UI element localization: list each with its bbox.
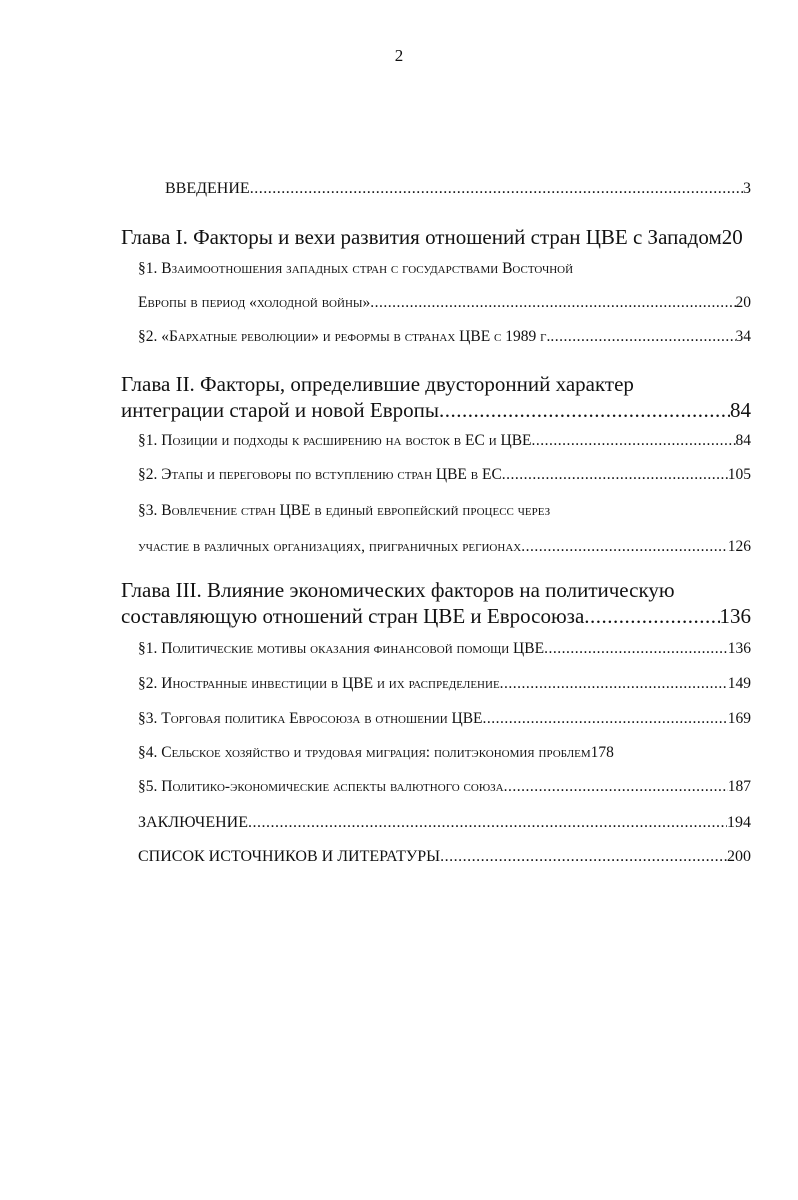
toc-entry-label: §4. Сельское хозяйство и трудовая миграция: политэкономия проблем	[138, 744, 591, 761]
toc-entry-label: §1. Политические мотивы оказания финансовой помощи ЦВЕ	[138, 640, 545, 657]
toc-leader-dots	[439, 398, 730, 423]
toc-chapter-2-line1[interactable]: Глава II. Факторы, определившие двусторонний характер	[121, 372, 634, 396]
toc-entry-conclusion[interactable]	[138, 814, 751, 832]
toc-page-number: 187	[727, 778, 751, 795]
toc-leader-dots	[250, 180, 743, 198]
toc-entry-label: Европы в период «холодной войны»	[138, 294, 371, 311]
toc-chapter-3[interactable]	[121, 604, 751, 629]
toc-leader-dots	[521, 538, 728, 556]
toc-entry-label: §1. Позиции и подходы к расширению на восток в ЕС и ЦВЕ	[138, 432, 532, 449]
toc-entry-label: §5. Политико-экономические аспекты валютного союза	[138, 778, 504, 795]
toc-page-number: 136	[719, 604, 751, 628]
toc-chapter-title: составляющую отношений стран ЦВЕ и Евросоюза	[121, 604, 585, 628]
toc-entry-ch2-sec1[interactable]	[138, 432, 751, 450]
toc-chapter-title: Глава I. Факторы и вехи развития отношений стран ЦВЕ с Западом	[121, 225, 722, 249]
toc-entry-label: ВВЕДЕНИЕ	[165, 180, 250, 197]
toc-entry-label: §2. Этапы и переговоры по вступлению стран ЦВЕ в ЕС	[138, 466, 502, 483]
toc-entry-sources[interactable]	[138, 848, 751, 866]
toc-leader-dots	[584, 604, 719, 629]
toc-entry-ch2-sec3-line1[interactable]: §3. Вовлечение стран ЦВЕ в единый европейский процесс через	[138, 502, 551, 519]
toc-entry-label: СПИСОК ИСТОЧНИКОВ И ЛИТЕРАТУРЫ	[138, 848, 441, 865]
toc-entry-ch3-sec1[interactable]	[138, 640, 751, 658]
toc-leader-dots	[532, 432, 736, 450]
toc-entry-ch3-sec4[interactable]	[138, 744, 614, 762]
toc-leader-dots	[544, 640, 728, 658]
toc-page-number: 126	[727, 538, 751, 555]
toc-page-number: 136	[727, 640, 751, 657]
toc-entry-label: §2. «Бархатные революции» и реформы в странах ЦВЕ с 1989 г.	[138, 328, 551, 345]
toc-page-number: 20	[735, 294, 751, 311]
toc-chapter-3-line1[interactable]: Глава III. Влияние экономических факторов на политическую	[121, 578, 675, 602]
toc-page-number: 84	[735, 432, 751, 449]
toc-page-number: 178	[590, 744, 614, 761]
toc-chapter-2[interactable]	[121, 398, 751, 423]
toc-entry-ch3-sec3[interactable]	[138, 710, 751, 728]
toc-page-number: 194	[727, 814, 751, 831]
toc-entry-ch2-sec3[interactable]	[138, 538, 751, 556]
toc-page-number: 169	[727, 710, 751, 727]
toc-page-number: 3	[743, 180, 751, 197]
toc-page-number: 34	[735, 328, 751, 345]
toc-leader-dots	[370, 294, 735, 312]
toc-leader-dots	[502, 466, 728, 484]
toc-entry-intro[interactable]	[165, 180, 751, 198]
toc-leader-dots	[500, 675, 728, 693]
toc-leader-dots	[483, 710, 728, 728]
toc-entry-ch1-sec1-line1[interactable]: §1. Взаимоотношения западных стран с государствами Восточной	[138, 260, 574, 277]
toc-entry-label: участие в различных организациях, приграничных регионах	[138, 538, 522, 555]
toc-entry-label: §3. Торговая политика Евросоюза в отношении ЦВЕ	[138, 710, 483, 727]
toc-page-number: 149	[727, 675, 751, 692]
toc-entry-label: §2. Иностранные инвестиции в ЦВЕ и их распределение	[138, 675, 500, 692]
toc-entry-ch2-sec2[interactable]	[138, 466, 751, 484]
toc-chapter-1[interactable]	[121, 225, 743, 250]
toc-entry-ch1-sec2[interactable]	[138, 328, 751, 346]
toc-page-number: 200	[727, 848, 751, 865]
toc-leader-dots	[550, 328, 735, 346]
toc-page-number: 20	[721, 225, 743, 249]
toc-entry-ch3-sec5[interactable]	[138, 778, 751, 796]
toc-entry-ch1-sec1[interactable]	[138, 294, 751, 312]
toc-entry-ch3-sec2[interactable]	[138, 675, 751, 693]
page-number: 2	[394, 46, 404, 65]
toc-entry-label: ЗАКЛЮЧЕНИЕ	[138, 814, 248, 831]
toc-page-number: 84	[730, 398, 751, 422]
toc-leader-dots	[504, 778, 728, 796]
toc-leader-dots	[440, 848, 727, 866]
toc-leader-dots	[248, 814, 727, 832]
toc-chapter-title: интеграции старой и новой Европы	[121, 398, 440, 422]
toc-page-number: 105	[727, 466, 751, 483]
